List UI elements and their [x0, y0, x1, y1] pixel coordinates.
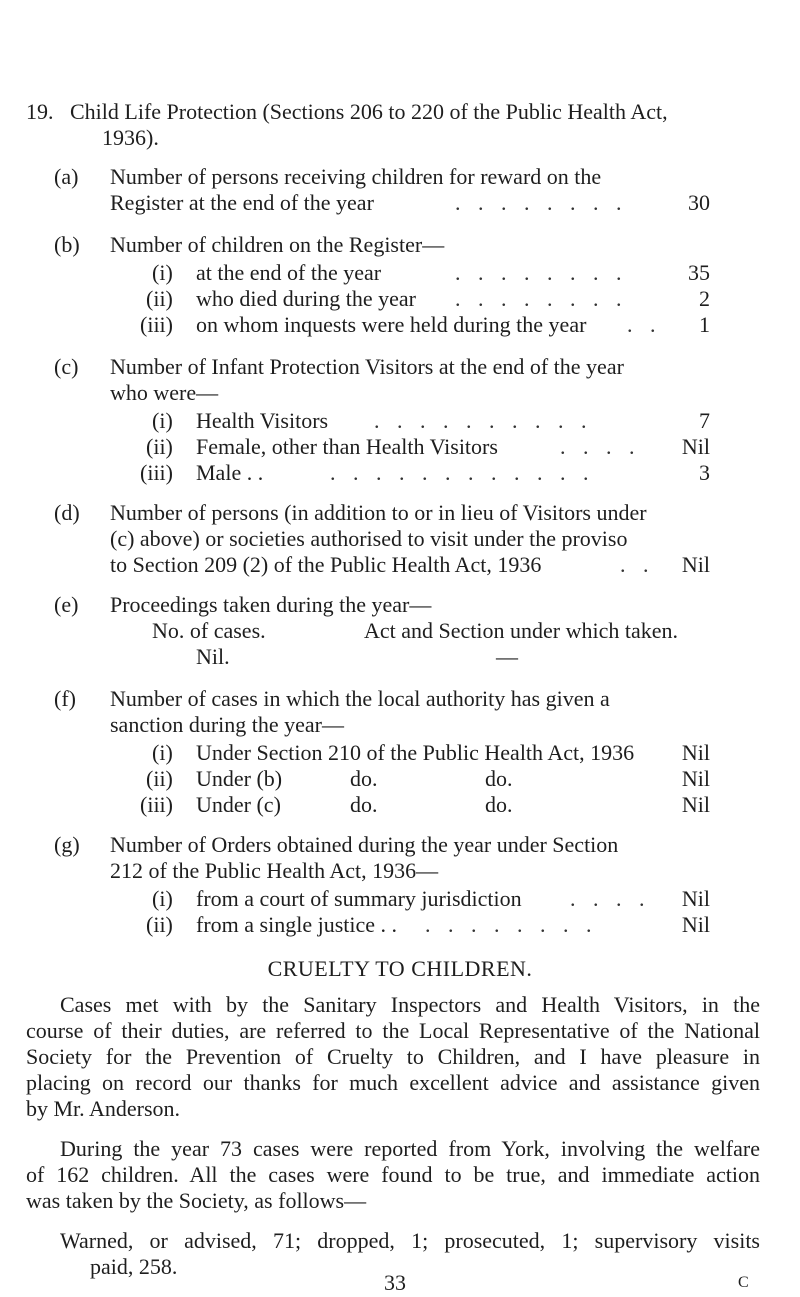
item-c-sub-value: 7	[699, 408, 710, 433]
item-e-col1-val: Nil.	[196, 644, 230, 669]
item-c-sub-text: Male . .	[196, 460, 264, 485]
item-f-sub-ditto: do.	[485, 792, 513, 817]
item-b-sub-value: 35	[688, 260, 710, 285]
item-b-sub-leader: . . . . . . . .	[455, 286, 628, 311]
item-g-sub-num: (i)	[152, 886, 173, 911]
item-d-leader: . .	[620, 552, 655, 577]
section-title: Child Life Protection (Sections 206 to 220 of the Public Health Act,	[70, 99, 668, 124]
item-b-sub-num: (iii)	[140, 312, 173, 337]
cruelty-para2-line: was taken by the Society, as follows—	[26, 1188, 367, 1213]
cruelty-para1-line: by Mr. Anderson.	[26, 1096, 180, 1121]
cruelty-para1-line: Society for the Prevention of Cruelty to Children, and I have pleasure in	[26, 1044, 760, 1069]
item-f-sub-value: Nil	[681, 740, 710, 765]
item-b-sub-value: 2	[699, 286, 710, 311]
item-f-sub-num: (ii)	[146, 766, 173, 791]
item-b-sub-leader: . .	[627, 312, 662, 337]
item-c-sub-text: Female, other than Health Visitors	[196, 434, 498, 459]
item-b-sub-leader: . . . . . . . .	[455, 260, 628, 285]
cruelty-para3-line: paid, 258.	[90, 1254, 178, 1279]
item-c-sub-num: (iii)	[140, 460, 173, 485]
item-g-sub-leader: . . . .	[570, 886, 651, 911]
item-b-sub-num: (ii)	[146, 286, 173, 311]
item-c-sub-num: (i)	[152, 408, 173, 433]
cruelty-heading: CRUELTY TO CHILDREN.	[267, 956, 533, 981]
item-b-sub-num: (i)	[152, 260, 173, 285]
item-c-sub-leader: . . . . . . . . . .	[374, 408, 593, 433]
item-b-sub-value: 1	[699, 312, 710, 337]
item-g-sub-value: Nil	[681, 886, 710, 911]
item-g-label: (g)	[54, 832, 80, 857]
item-b-sub-text: on whom inquests were held during the year	[196, 312, 587, 337]
item-c-sub-leader: . . . . . . . . . . . .	[330, 460, 595, 485]
cruelty-para1-line: placing on record our thanks for much excellent advice and assistance given	[26, 1070, 760, 1095]
item-a-label: (a)	[54, 164, 79, 189]
item-d-text2: (c) above) or societies authorised to visit under the proviso	[110, 526, 628, 551]
item-c-sub-value: Nil	[681, 434, 710, 459]
item-f-sub-text: Under (b)	[196, 766, 283, 791]
section-number: 19.	[26, 99, 54, 124]
signature-mark: C	[738, 1274, 749, 1291]
item-d-text3: to Section 209 (2) of the Public Health Act, 1936	[110, 552, 542, 577]
item-f-label: (f)	[54, 686, 76, 711]
item-g-sub-text: from a court of summary jurisdiction	[196, 886, 522, 911]
item-g-sub-value: Nil	[681, 912, 710, 937]
item-g-sub-leader: . . . . . . . .	[425, 912, 598, 937]
item-f-sub-text: Under (c)	[196, 792, 281, 817]
item-c-text2: who were—	[110, 380, 219, 405]
item-e-col2-head: Act and Section under which taken.	[364, 618, 679, 643]
item-a-text2: Register at the end of the year	[110, 190, 374, 215]
item-g-sub-num: (ii)	[146, 912, 173, 937]
item-f-text2: sanction during the year—	[110, 712, 344, 737]
item-e-text: Proceedings taken during the year—	[110, 592, 432, 617]
item-g-text2: 212 of the Public Health Act, 1936—	[110, 858, 439, 883]
item-f-sub-value: Nil	[681, 766, 710, 791]
item-d-text1: Number of persons (in addition to or in lieu of Visitors under	[110, 500, 647, 525]
item-f-sub-num: (iii)	[140, 792, 173, 817]
item-a-text1: Number of persons receiving children for reward on the	[110, 164, 602, 189]
cruelty-para1-line: course of their duties, are referred to the Local Representative of the National	[26, 1018, 760, 1043]
item-c-sub-leader: . . . .	[560, 434, 641, 459]
item-a-value: 30	[688, 190, 710, 215]
page-number: 33	[384, 1270, 406, 1295]
item-b-sub-text: at the end of the year	[196, 260, 382, 285]
item-e-label: (e)	[54, 592, 79, 617]
item-b-text: Number of children on the Register—	[110, 232, 445, 257]
cruelty-para1-line: Cases met with by the Sanitary Inspectors and Health Visitors, in the	[60, 992, 760, 1017]
item-c-sub-text: Health Visitors	[196, 408, 329, 433]
cruelty-para3-line: Warned, or advised, 71; dropped, 1; prosecuted, 1; supervisory visits	[60, 1228, 760, 1253]
item-c-text1: Number of Infant Protection Visitors at the end of the year	[110, 354, 624, 379]
item-a-leader: . . . . . . . .	[455, 190, 628, 215]
item-f-text1: Number of cases in which the local authority has given a	[110, 686, 610, 711]
section-title-cont: 1936).	[102, 125, 159, 150]
item-f-sub-ditto: do.	[485, 766, 513, 791]
item-g-sub-text: from a single justice . .	[196, 912, 398, 937]
item-c-sub-num: (ii)	[146, 434, 173, 459]
item-f-sub-ditto: do.	[350, 792, 378, 817]
cruelty-para2-line: of 162 children. All the cases were found to be true, and immediate action	[26, 1162, 760, 1187]
item-e-col1-head: No. of cases.	[152, 618, 266, 643]
item-f-sub-ditto: do.	[350, 766, 378, 791]
item-f-sub-value: Nil	[681, 792, 710, 817]
item-f-sub-num: (i)	[152, 740, 173, 765]
item-c-label: (c)	[54, 354, 79, 379]
item-e-col2-val: —	[496, 644, 518, 669]
item-c-sub-value: 3	[699, 460, 710, 485]
item-f-sub-text: Under Section 210 of the Public Health Act, 1936	[196, 740, 635, 765]
cruelty-para2-line: During the year 73 cases were reported from York, involving the welfare	[60, 1136, 760, 1161]
item-b-sub-text: who died during the year	[196, 286, 416, 311]
item-d-value: Nil	[681, 552, 710, 577]
item-b-label: (b)	[54, 232, 80, 257]
item-g-text1: Number of Orders obtained during the year under Section	[110, 832, 619, 857]
item-d-label: (d)	[54, 500, 80, 525]
